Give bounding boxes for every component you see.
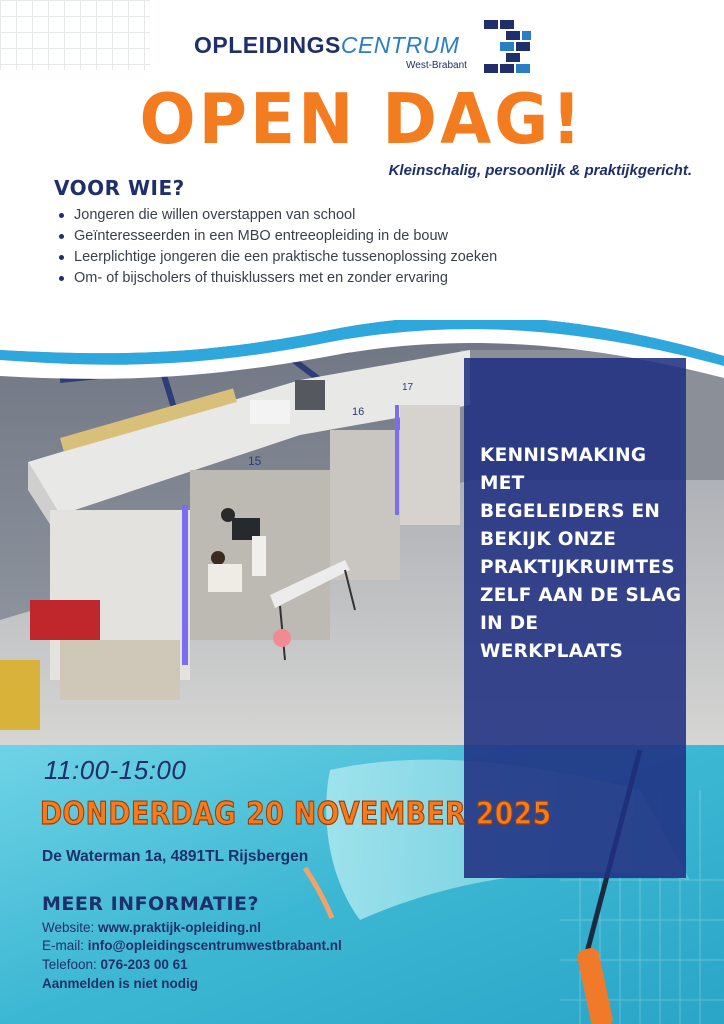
- website-label: Website:: [42, 920, 99, 935]
- headline: OPEN DAG!: [139, 79, 585, 160]
- panel-text-kennismaking: KENNISMAKING MET BEGELEIDERS EN BEKIJK ONZE PRAKTIJKRUIMTES: [480, 445, 675, 578]
- panel-text-werkplaats: ZELF AAN DE SLAG IN DE WERKPLAATS: [480, 585, 682, 662]
- email-link[interactable]: info@opleidingscentrumwestbrabant.nl: [87, 938, 342, 953]
- registration-note: Aanmelden is niet nodig: [42, 976, 199, 991]
- email-label: E-mail:: [42, 938, 88, 953]
- list-item: Om- of bijscholers of thuisklussers met en zonder ervaring: [56, 268, 497, 289]
- logo: [194, 30, 534, 78]
- event-time: 11:00-15:00: [44, 755, 187, 785]
- website-line: [42, 920, 261, 935]
- booth-number: 15: [248, 454, 262, 468]
- logo-subtitle: West-Brabant: [406, 60, 467, 71]
- logo-name-part1: OPLEIDINGS: [194, 32, 341, 58]
- brick-logo-icon: [482, 18, 532, 74]
- event-address: De Waterman 1a, 4891TL Rijsbergen: [42, 848, 309, 865]
- list-item: Jongeren die willen overstappen van school: [56, 205, 497, 226]
- phone-label: Telefoon:: [42, 957, 101, 972]
- logo-name-part2: CENTRUM: [340, 32, 460, 58]
- phone-line: [42, 957, 188, 972]
- event-date: DONDERDAG 20 NOVEMBER 2025: [40, 796, 552, 832]
- logo-name: [194, 32, 459, 59]
- website-link[interactable]: www.praktijk-opleiding.nl: [98, 920, 262, 935]
- grid-decoration: [0, 0, 150, 70]
- more-info-title: MEER INFORMATIE?: [42, 893, 260, 915]
- voor-wie-title: VOOR WIE?: [54, 176, 185, 200]
- booth-number: 17: [402, 382, 414, 393]
- tagline: Kleinschalig, persoonlijk & praktijkgericht.: [388, 162, 692, 179]
- booth-number: 16: [352, 406, 365, 418]
- phone-link[interactable]: 076-203 00 61: [100, 957, 188, 972]
- list-item: Geïnteresseerden in een MBO entreeopleiding in de bouw: [56, 226, 497, 247]
- voor-wie-list: [56, 205, 497, 289]
- email-line: [42, 938, 342, 953]
- list-item: Leerplichtige jongeren die een praktische tussenoplossing zoeken: [56, 247, 497, 268]
